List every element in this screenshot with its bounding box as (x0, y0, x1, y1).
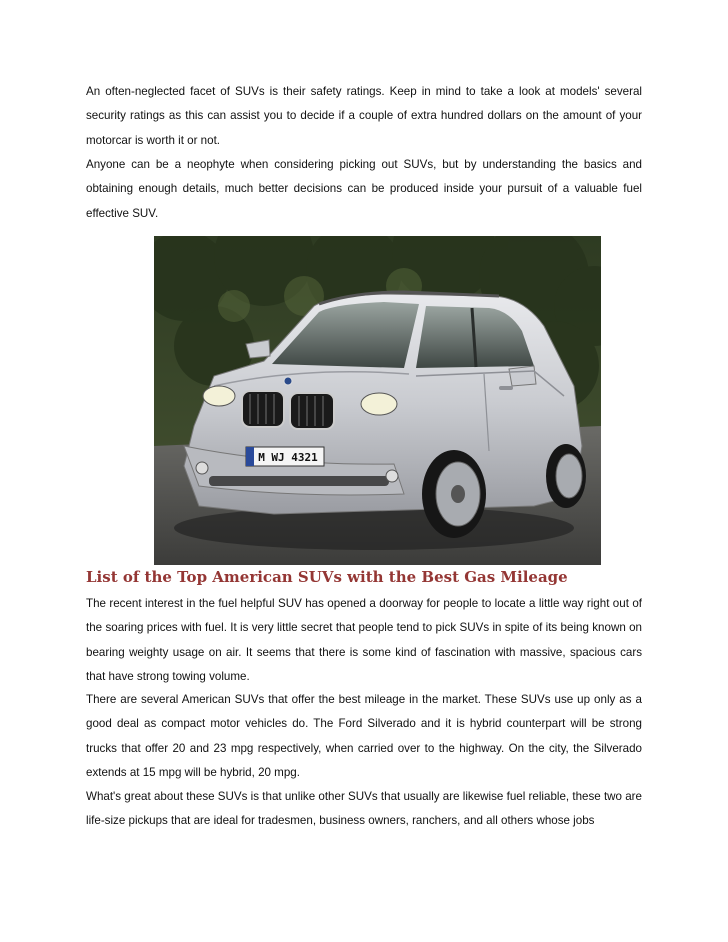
suv-illustration (154, 236, 601, 565)
paragraph-fuel-interest: The recent interest in the fuel helpful SUV has opened a doorway for people to locate a little way right out of the soaring prices with fuel. It is very little secret that people tend to pick SUVs in spite of its being known on bearing weighty usage on air. It seems that there is some kind of fascination with massive, spacious cars that have strong towing volume. (86, 597, 642, 683)
paragraph-whats-great: What's great about these SUVs is that unlike other SUVs that usually are likewise fuel reliable, these two are life-size pickups that are ideal for tradesmen, business owners, ranchers, and all others whose jobs (86, 790, 642, 828)
suv-photo (154, 236, 601, 565)
license-plate (246, 447, 324, 466)
right-headlight (361, 393, 397, 415)
intro-paragraph-safety: An often-neglected facet of SUVs is their safety ratings. Keep in mind to take a look at models' several security ratings as this can assist you to decide if a couple of extra hundred dollars on the amount of your motorcar is worth it or not. (86, 85, 642, 147)
left-headlight (203, 386, 235, 406)
brand-badge (284, 377, 292, 385)
intro-paragraph-neophyte: Anyone can be a neophyte when considering picking out SUVs, but by understanding the basics and obtaining enough details, much better decisions can be produced inside your pursuit of a valuable fuel effective SUV. (86, 158, 642, 220)
plate-text: M WJ 4321 (258, 451, 318, 464)
rear-wheel (546, 444, 586, 508)
section-heading: List of the Top American SUVs with the Best Gas Mileage (86, 568, 568, 586)
paragraph-american-suvs: There are several American SUVs that offer the best mileage in the market. These SUVs use up only as a good deal as compact motor vehicles do. The Ford Silverado and it is hybrid counterpart will be strong trucks that offer 20 and 23 mpg respectively, when carried over to the highway. On the city, the Silverado extends at 15 mpg will be hybrid, 20 mpg. (86, 693, 642, 779)
front-wheel (422, 450, 486, 538)
